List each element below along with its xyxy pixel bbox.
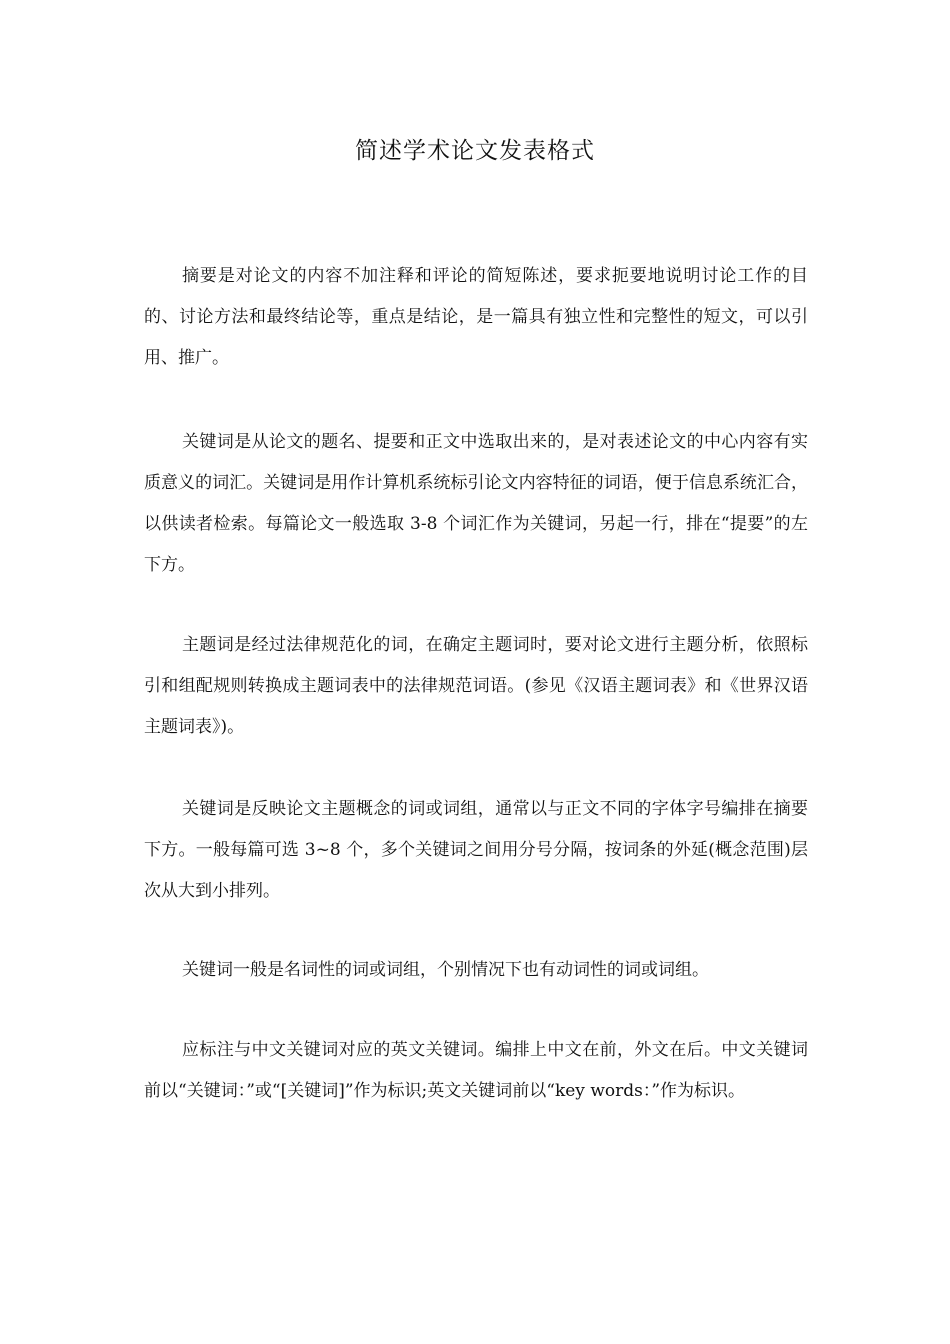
paragraph-keywords: 关键词是从论文的题名、提要和正文中选取出来的，是对表述论文的中心内容有实质意义的词汇。关键词是用作计算机系统标引论文内容特征的词语，便于信息系统汇合，以供读者检索。每篇论文一般选取 3-8 个词汇作为关键词，另起一行，排在“提要”的左下方。 — [144, 432, 808, 575]
paragraph-abstract: 摘要是对论文的内容不加注释和评论的简短陈述，要求扼要地说明讨论工作的目的、讨论方法和最终结论等，重点是结论，是一篇具有独立性和完整性的短文，可以引用、推广。 — [144, 266, 808, 368]
document-title: 简述学术论文发表格式 — [355, 138, 595, 164]
paragraph-keyword-concepts: 关键词是反映论文主题概念的词或词组，通常以与正文不同的字体字号编排在摘要下方。一般每篇可选 3~8 个，多个关键词之间用分号分隔，按词条的外延(概念范围)层次从大到小排列。 — [144, 799, 808, 901]
paragraph-subject-terms: 主题词是经过法律规范化的词，在确定主题词时，要对论文进行主题分析，依照标引和组配规则转换成主题词表中的法律规范词语。(参见《汉语主题词表》和《世界汉语主题词表》)。 — [144, 635, 808, 737]
paragraph-english-keywords: 应标注与中文关键词对应的英文关键词。编排上中文在前，外文在后。中文关键词前以“关键词：”或“[关键词]”作为标识;英文关键词前以“key words：”作为标识。 — [144, 1040, 808, 1101]
paragraph-keyword-nouns: 关键词一般是名词性的词或词组，个别情况下也有动词性的词或词组。 — [182, 960, 709, 980]
